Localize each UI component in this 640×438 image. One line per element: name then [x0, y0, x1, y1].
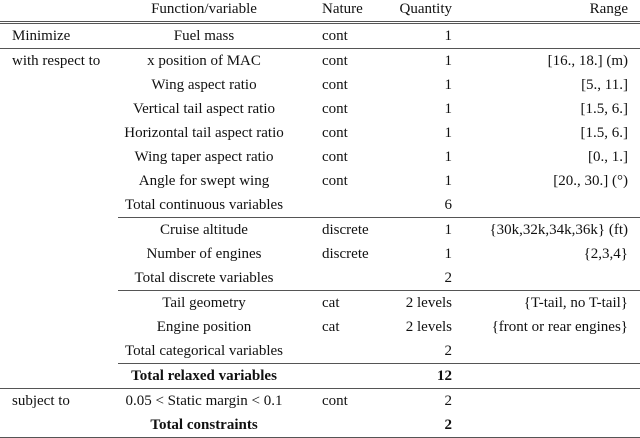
- header-quantity: Quantity: [390, 0, 452, 23]
- section-cell: [0, 145, 118, 169]
- section-cell: [0, 73, 118, 97]
- section-cell: subject to: [12, 393, 70, 409]
- nature-cell: [290, 339, 390, 364]
- section-cell: [0, 242, 118, 266]
- nature-cell: [290, 193, 390, 218]
- nature-cell: [290, 266, 390, 291]
- section-cell: [0, 193, 118, 218]
- function-cell: Cruise altitude: [160, 222, 248, 238]
- table-row: [0, 121, 640, 145]
- section-cell: [0, 291, 118, 316]
- table-row: [0, 364, 640, 389]
- range-cell: [452, 339, 640, 364]
- range-cell: {front or rear engines}: [491, 319, 628, 335]
- section-cell: [0, 121, 118, 145]
- range-cell: [0., 1.]: [588, 149, 628, 165]
- section-cell: [0, 413, 118, 438]
- quantity-cell: 2: [444, 393, 452, 409]
- range-cell: [16., 18.] (m): [547, 53, 628, 69]
- section-cell: [0, 315, 118, 339]
- header-nature: Nature: [290, 0, 390, 23]
- function-cell: Engine position: [156, 319, 252, 335]
- table-row: [0, 291, 640, 316]
- quantity-cell: 1: [444, 77, 452, 93]
- nature-cell: cont: [290, 23, 390, 49]
- nature-cell: cont: [322, 125, 348, 141]
- section-cell: [0, 364, 118, 389]
- header-function: Function/variable: [118, 0, 290, 23]
- table-row: [0, 193, 640, 218]
- function-cell: Vertical tail aspect ratio: [132, 101, 276, 117]
- nature-cell: discrete: [322, 222, 369, 238]
- header-range: Range: [452, 0, 640, 23]
- range-cell: [452, 413, 640, 438]
- range-cell: {T-tail, no T-tail}: [523, 295, 628, 311]
- section-cell: [0, 218, 118, 243]
- nature-cell: cont: [322, 53, 348, 69]
- range-cell: [452, 364, 640, 389]
- function-cell: Total relaxed variables: [118, 364, 290, 389]
- header-section: [0, 0, 118, 23]
- range-cell: {2,3,4}: [583, 246, 628, 262]
- function-cell: 0.05 < Static margin < 0.1: [125, 393, 283, 409]
- quantity-cell: 1: [444, 125, 452, 141]
- table-row: [0, 73, 640, 97]
- function-cell: Total constraints: [118, 413, 290, 438]
- table-row: [0, 49, 640, 74]
- function-cell: Tail geometry: [162, 295, 246, 311]
- range-cell: [1.5, 6.]: [580, 125, 628, 141]
- section-cell: [0, 169, 118, 193]
- function-cell: Total continuous variables: [118, 193, 290, 218]
- table-row: [0, 23, 640, 49]
- function-cell: Total discrete variables: [118, 266, 290, 291]
- nature-cell: cat: [322, 295, 340, 311]
- function-cell: Wing taper aspect ratio: [134, 149, 274, 165]
- function-cell: Angle for swept wing: [138, 173, 270, 189]
- quantity-cell: 1: [390, 23, 452, 49]
- table-row: [0, 266, 640, 291]
- range-cell: [20., 30.] (°): [553, 173, 628, 189]
- function-cell: x position of MAC: [147, 53, 261, 69]
- nature-cell: cont: [322, 173, 348, 189]
- function-cell: Wing aspect ratio: [151, 77, 257, 93]
- table-row: [0, 389, 640, 414]
- nature-cell: [290, 364, 390, 389]
- quantity-cell: 2 levels: [405, 295, 452, 311]
- table-row: [0, 242, 640, 266]
- table-row: [0, 413, 640, 438]
- quantity-cell: 1: [444, 149, 452, 165]
- nature-cell: discrete: [322, 246, 369, 262]
- table-header-row: [0, 0, 640, 23]
- quantity-cell: 6: [390, 193, 452, 218]
- nature-cell: cont: [322, 77, 348, 93]
- quantity-cell: 2 levels: [405, 319, 452, 335]
- quantity-cell: 1: [444, 53, 452, 69]
- section-cell: [0, 97, 118, 121]
- table-body: [0, 23, 640, 438]
- quantity-cell: 1: [444, 246, 452, 262]
- range-cell: [452, 389, 640, 414]
- range-cell: [1.5, 6.]: [580, 101, 628, 117]
- section-cell: [0, 339, 118, 364]
- quantity-cell: 2: [390, 413, 452, 438]
- table-row: [0, 218, 640, 243]
- section-cell: with respect to: [12, 53, 101, 69]
- range-cell: [5., 11.]: [581, 77, 628, 93]
- range-cell: {30k,32k,34k,36k} (ft): [489, 222, 628, 238]
- nature-cell: [290, 413, 390, 438]
- range-cell: [452, 193, 640, 218]
- quantity-cell: 1: [444, 222, 452, 238]
- quantity-cell: 12: [390, 364, 452, 389]
- quantity-cell: 2: [390, 266, 452, 291]
- function-cell: Fuel mass: [118, 23, 290, 49]
- quantity-cell: 2: [390, 339, 452, 364]
- nature-cell: cont: [322, 393, 348, 409]
- range-cell: [452, 266, 640, 291]
- table-row: [0, 339, 640, 364]
- nature-cell: cont: [322, 149, 348, 165]
- function-cell: Total categorical variables: [118, 339, 290, 364]
- quantity-cell: 1: [444, 173, 452, 189]
- section-cell: [0, 266, 118, 291]
- quantity-cell: 1: [444, 101, 452, 117]
- function-cell: Number of engines: [146, 246, 262, 262]
- section-cell: Minimize: [0, 23, 118, 49]
- function-cell: Horizontal tail aspect ratio: [124, 125, 284, 141]
- nature-cell: cat: [322, 319, 340, 335]
- range-cell: [452, 23, 640, 49]
- table-row: [0, 145, 640, 169]
- table-row: [0, 169, 640, 193]
- table-row: [0, 315, 640, 339]
- table-row: [0, 97, 640, 121]
- nature-cell: cont: [322, 101, 348, 117]
